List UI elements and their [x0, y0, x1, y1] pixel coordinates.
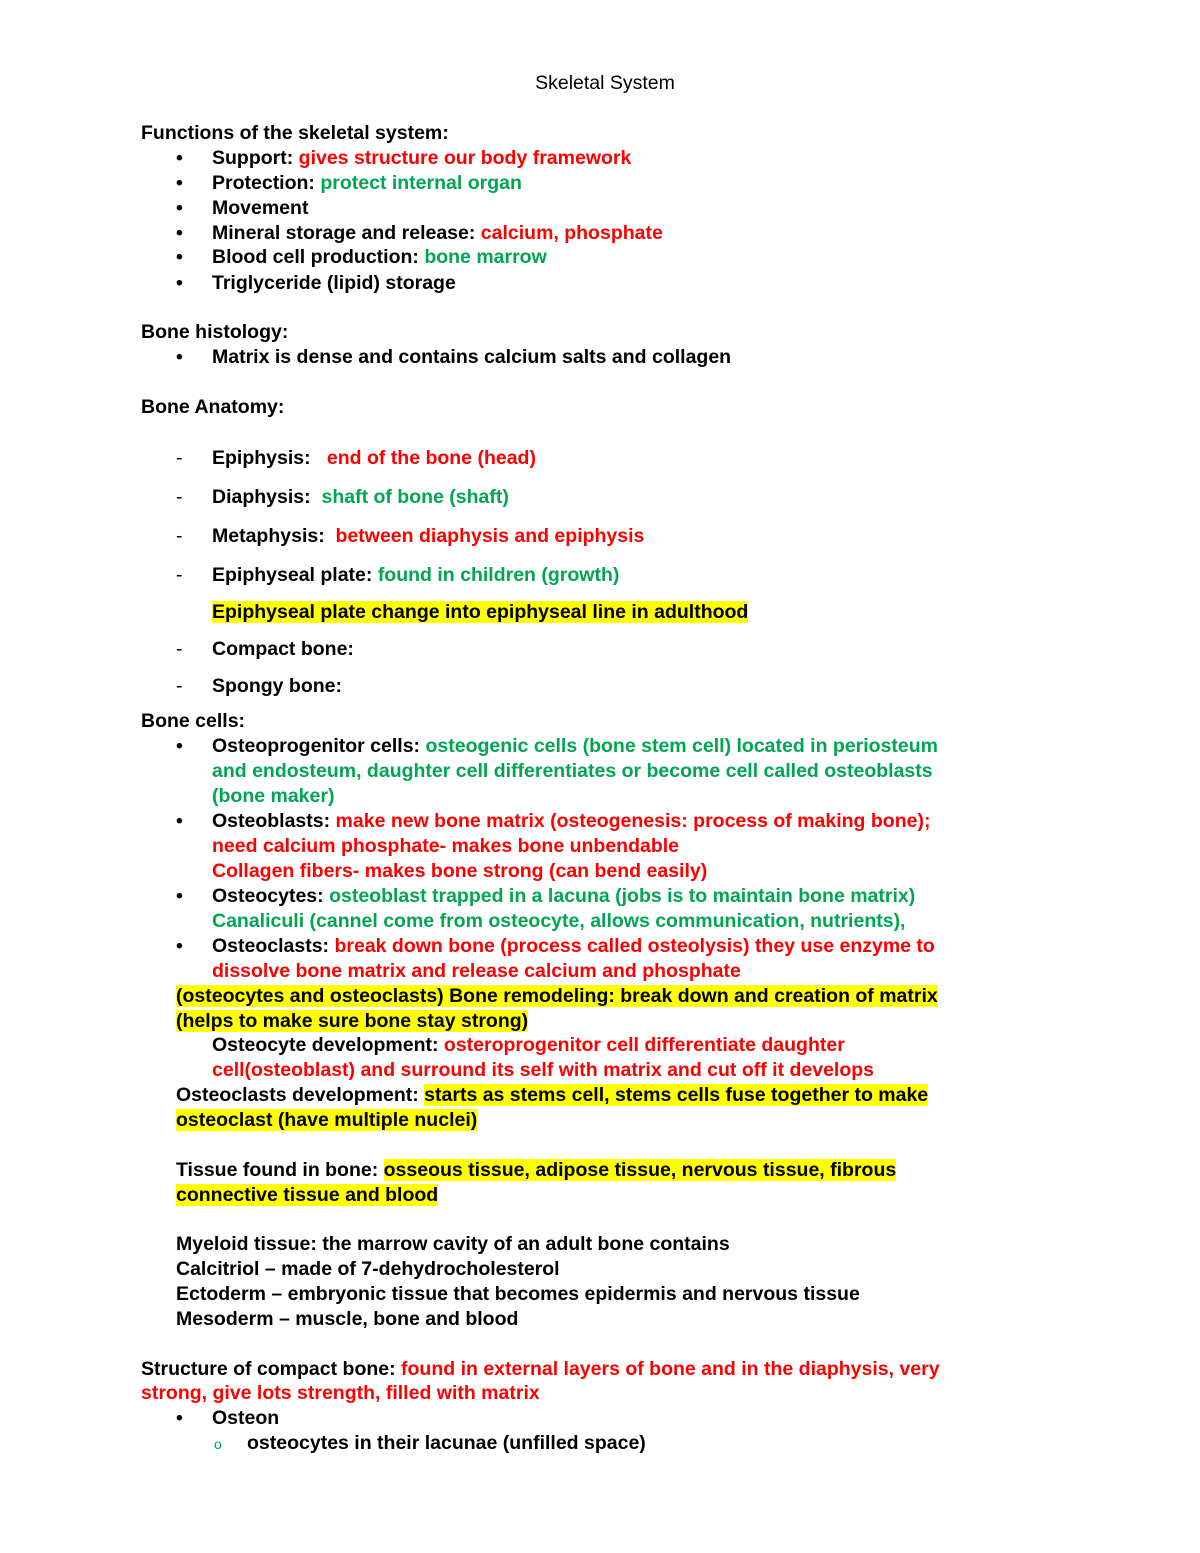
item-label: Movement: [212, 197, 309, 219]
item-value: osteoblast trapped in a lacuna (jobs is to maintain bone matrix): [329, 885, 916, 907]
item-label: Triglyceride (lipid) storage: [212, 272, 456, 294]
item-value: gives structure our body framework: [298, 147, 632, 169]
item-label: Structure of compact bone:: [141, 1358, 396, 1380]
list-item: [212, 446, 536, 470]
bullet: •: [176, 172, 183, 194]
item-label: Epiphysis:: [212, 447, 311, 469]
item-value: found in external layers of bone and in the diaphysis, very: [401, 1358, 940, 1380]
bullet: •: [176, 272, 183, 294]
item-label: Osteocyte development:: [212, 1034, 439, 1056]
item-label: Osteoclasts development:: [176, 1084, 419, 1106]
item-value: protect internal organ: [320, 172, 522, 194]
tissue-line: [176, 1158, 896, 1182]
cells-heading: Bone cells:: [141, 710, 246, 732]
list-item: [212, 809, 930, 833]
item-continuation: Collagen fibers- makes bone strong (can bend easily): [212, 860, 708, 882]
bullet: •: [176, 147, 183, 169]
list-item: [212, 524, 644, 548]
osteoclast-development: [176, 1083, 928, 1107]
compact-heading: [141, 1357, 940, 1381]
highlighted-text: starts as stems cell, stems cells fuse together to make: [424, 1084, 929, 1106]
item-label: Tissue found in bone:: [176, 1159, 379, 1181]
item-label: Epiphyseal plate:: [212, 564, 373, 586]
item-value: shaft of bone (shaft): [321, 486, 509, 508]
definition-line: Myeloid tissue: the marrow cavity of an adult bone contains: [176, 1233, 730, 1255]
list-item: Spongy bone:: [212, 675, 342, 697]
item-label: Support:: [212, 147, 294, 169]
list-item: [212, 563, 619, 587]
remodeling-line: [176, 1009, 528, 1033]
item-continuation: dissolve bone matrix and release calcium and phosphate: [212, 960, 741, 982]
item-label: Protection:: [212, 172, 315, 194]
list-item: [212, 485, 509, 509]
list-item: [212, 884, 915, 908]
list-item: [212, 221, 663, 245]
dash-marker: -: [176, 675, 183, 697]
definition-line: Calcitriol – made of 7-dehydrocholesterol: [176, 1258, 560, 1280]
list-item: Osteon: [212, 1407, 280, 1429]
sub-bullet: o: [214, 1436, 222, 1452]
histology-heading: Bone histology:: [141, 321, 289, 343]
highlighted-text: connective tissue and blood: [176, 1184, 439, 1206]
item-value: osteogenic cells (bone stem cell) located in periosteum: [425, 735, 939, 757]
item-value: end of the bone (head): [326, 447, 536, 469]
sub-list-item: osteocytes in their lacunae (unfilled space): [247, 1432, 646, 1454]
epiphyseal-note: [212, 600, 748, 624]
item-continuation: (bone maker): [212, 785, 335, 807]
definition-line: Mesoderm – muscle, bone and blood: [176, 1308, 519, 1330]
list-item: [212, 245, 547, 269]
highlighted-text: osseous tissue, adipose tissue, nervous tissue, fibrous: [383, 1159, 897, 1181]
item-value: found in children (growth): [377, 564, 620, 586]
bullet: •: [176, 885, 183, 907]
remodeling-line: [176, 984, 938, 1008]
item-value: bone marrow: [424, 246, 547, 268]
item-label: Osteoclasts:: [212, 935, 330, 957]
item-value: osteroprogenitor cell differentiate daughter: [443, 1034, 845, 1056]
item-continuation: [176, 1183, 438, 1207]
item-value: between diaphysis and epiphysis: [335, 525, 645, 547]
item-value: calcium, phosphate: [480, 222, 663, 244]
item-continuation: [176, 1108, 477, 1132]
bullet: •: [176, 246, 183, 268]
highlighted-text: Epiphyseal plate change into epiphyseal line in adulthood: [212, 601, 749, 623]
item-continuation: and endosteum, daughter cell differentiates or become cell called osteoblasts: [212, 760, 933, 782]
list-item: [212, 146, 631, 170]
list-item: [212, 934, 935, 958]
item-label: Osteoprogenitor cells:: [212, 735, 421, 757]
list-item: [212, 734, 938, 758]
anatomy-heading: Bone Anatomy:: [141, 396, 285, 418]
item-label: Osteocytes:: [212, 885, 324, 907]
item-label: Osteoblasts:: [212, 810, 331, 832]
highlighted-text: (helps to make sure bone stay strong): [176, 1010, 529, 1032]
list-item: [212, 171, 522, 195]
item-continuation: cell(osteoblast) and surround its self with matrix and cut off it develops: [212, 1059, 875, 1081]
item-label: Diaphysis:: [212, 486, 311, 508]
definition-line: Ectoderm – embryonic tissue that becomes epidermis and nervous tissue: [176, 1283, 860, 1305]
list-item: [212, 196, 308, 220]
bullet: •: [176, 735, 183, 757]
item-continuation: need calcium phosphate- makes bone unbendable: [212, 835, 680, 857]
bullet: •: [176, 346, 183, 368]
item-label: Mineral storage and release:: [212, 222, 476, 244]
page-title: Skeletal System: [535, 72, 675, 94]
functions-heading: Functions of the skeletal system:: [141, 122, 449, 144]
item-continuation: Canaliculi (cannel come from osteocyte, allows communication, nutrients),: [212, 910, 906, 932]
bullet: •: [176, 935, 183, 957]
list-item: Compact bone:: [212, 638, 354, 660]
list-item: [212, 271, 456, 295]
list-item: Matrix is dense and contains calcium salts and collagen: [212, 346, 732, 368]
item-label: Metaphysis:: [212, 525, 325, 547]
dash-marker: -: [176, 638, 183, 660]
bullet: •: [176, 197, 183, 219]
dash-marker: -: [176, 447, 183, 469]
item-value: make new bone matrix (osteogenesis: process of making bone);: [335, 810, 931, 832]
highlighted-text: (osteocytes and osteoclasts) Bone remodeling: break down and creation of matrix: [176, 985, 938, 1007]
osteocyte-development: [212, 1033, 845, 1057]
bullet: •: [176, 1407, 183, 1429]
item-continuation: strong, give lots strength, filled with matrix: [141, 1382, 540, 1404]
bullet: •: [176, 222, 183, 244]
item-value: break down bone (process called osteolysis) they use enzyme to: [334, 935, 935, 957]
dash-marker: -: [176, 564, 183, 586]
bullet: •: [176, 810, 183, 832]
item-label: Blood cell production:: [212, 246, 419, 268]
dash-marker: -: [176, 525, 183, 547]
highlighted-text: osteoclast (have multiple nuclei): [176, 1109, 478, 1131]
dash-marker: -: [176, 486, 183, 508]
